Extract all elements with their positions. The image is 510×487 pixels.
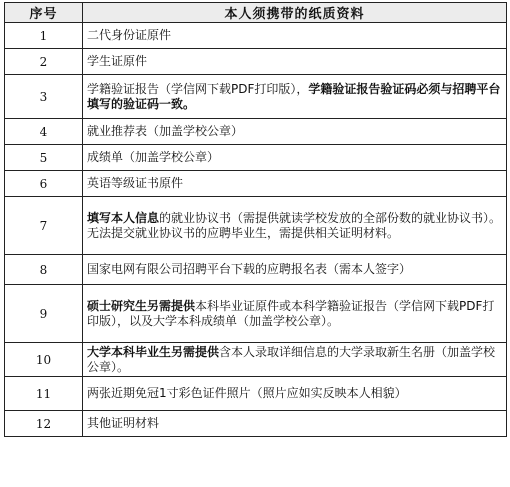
content-text: 含本人录取详细信息的大学录取新生名册（加盖学校公章）。: [87, 344, 496, 374]
row-number: 5: [5, 145, 83, 171]
content-line: [87, 124, 502, 139]
table-row: [5, 49, 507, 75]
row-number: 2: [5, 49, 83, 75]
row-number: 8: [5, 255, 83, 285]
content-line: [87, 299, 502, 329]
table-body: [5, 23, 507, 437]
row-content: [83, 411, 507, 437]
emphasis-text: 硕士研究生另需提供: [87, 298, 196, 313]
row-content: [83, 75, 507, 119]
content-line: [87, 345, 502, 375]
row-number: 12: [5, 411, 83, 437]
table-row: [5, 23, 507, 49]
row-number: 4: [5, 119, 83, 145]
content-text: 学籍验证报告（学信网下载PDF打印版），: [87, 81, 309, 96]
content-text: 就业推荐表（加盖学校公章）: [87, 124, 244, 138]
row-number: 9: [5, 285, 83, 343]
row-number: 3: [5, 75, 83, 119]
table-row: [5, 171, 507, 197]
row-number: 10: [5, 343, 83, 377]
row-content: [83, 197, 507, 255]
row-content: [83, 119, 507, 145]
row-content: [83, 377, 507, 411]
content-line: [87, 416, 502, 431]
content-line: [87, 28, 502, 43]
table-row: [5, 145, 507, 171]
content-text: 其他证明材料: [87, 416, 160, 430]
row-content: [83, 23, 507, 49]
content-text: 成绩单（加盖学校公章）: [87, 150, 220, 164]
content-line: [87, 150, 502, 165]
table-row: [5, 197, 507, 255]
row-content: [83, 171, 507, 197]
content-line: [87, 262, 502, 277]
content-line: [87, 54, 502, 69]
table-row: [5, 119, 507, 145]
row-number: 11: [5, 377, 83, 411]
content-text: 无法提交就业协议书的应聘毕业生，需提供相关证明材料。: [87, 225, 400, 240]
table-row: [5, 75, 507, 119]
content-text: 国家电网有限公司招聘平台下载的应聘报名表（需本人签字）: [87, 262, 412, 276]
table-header-row: [5, 3, 507, 23]
content-line: [87, 82, 502, 112]
content-line: [87, 176, 502, 191]
emphasis-text: 学籍验证报告验证码必须与招聘平台填写的验证码一致。: [87, 81, 501, 111]
content-line: [87, 226, 502, 241]
row-content: [83, 255, 507, 285]
content-text: 的就业协议书（需提供就读学校发放的全部份数的就业协议书）。: [159, 210, 502, 225]
materials-table: [4, 2, 507, 437]
content-line: [87, 386, 502, 401]
header-material: 本人须携带的纸质资料: [83, 3, 507, 23]
content-text: 英语等级证书原件: [87, 176, 184, 190]
header-number: 序号: [5, 3, 83, 23]
table-row: [5, 343, 507, 377]
row-content: [83, 285, 507, 343]
content-line: [87, 211, 502, 226]
content-text: 学生证原件: [87, 54, 148, 68]
table-row: [5, 411, 507, 437]
table-row: [5, 285, 507, 343]
content-text: 二代身份证原件: [87, 28, 172, 42]
row-number: 6: [5, 171, 83, 197]
row-content: [83, 343, 507, 377]
row-number: 1: [5, 23, 83, 49]
row-number: 7: [5, 197, 83, 255]
emphasis-text: 大学本科毕业生另需提供: [87, 344, 220, 359]
row-content: [83, 145, 507, 171]
table-row: [5, 255, 507, 285]
emphasis-text: 填写本人信息: [87, 210, 160, 225]
content-text: 本科毕业证原件或本科学籍验证报告（学信网下载PDF打印版），以及大学本科成绩单（加盖学校公章）。: [87, 298, 495, 328]
row-content: [83, 49, 507, 75]
table-row: [5, 377, 507, 411]
content-text: 两张近期免冠1寸彩色证件照片（照片应如实反映本人相貌）: [87, 386, 407, 400]
